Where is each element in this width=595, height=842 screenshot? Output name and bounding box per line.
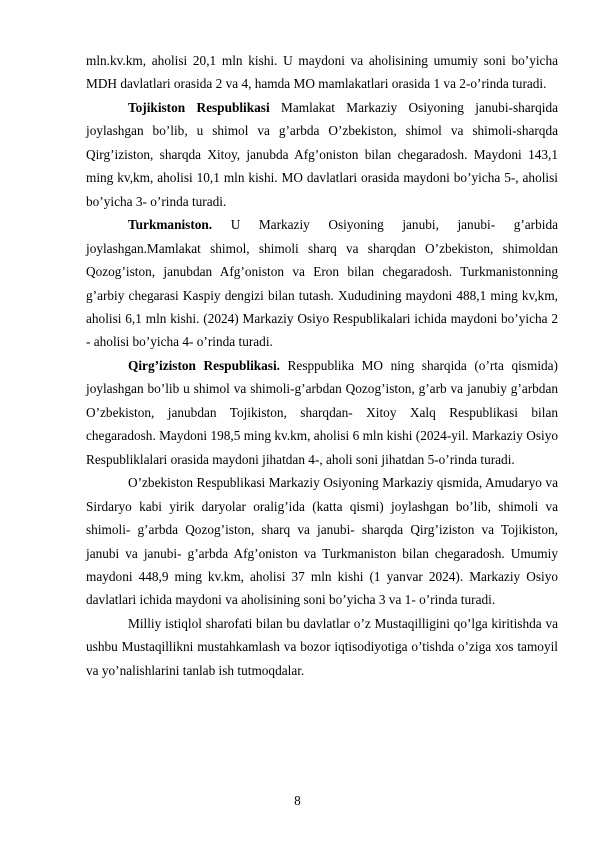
paragraph-text: Resppublika MO ning sharqida (o’rta qismida) joylashgan bo’lib u shimol va shimoli-g’arbdan Qozog’iston, g’arb va janubiy g’arbdan O’zbekiston, janubdan Tojikiston, sharqdan- Xitoy Xalq Respublikasi bilan chegaradosh. Maydoni 198,5 ming kv.km, aholisi 6 mln kishi (2024-yil. Markaziy Osiyo Respubliklalari orasida maydoni jihatdan 4-, aholi soni jihatdan 5-o’rinda turadi. — [86, 357, 558, 467]
paragraph-turkmenistan — [86, 213, 558, 354]
paragraph-uzbekistan — [86, 471, 558, 612]
paragraph-text: Mamlakat Markaziy Osiyoning janubi-sharqida joylashgan bo’lib, u shimol va g’arbda O’zbekiston, shimol va shimoli-sharqda Qirg’iziston, sharqda Xitoy, janubda Afg’oniston bilan chegaradosh. Maydoni 143,1 ming kv,km, aholisi 10,1 mln kishi. MO davlatlari orasida maydoni bo’yicha 5-, aholisi bo’yicha 3- o’rinda turadi. — [86, 99, 558, 209]
paragraph-kyrgyzstan — [86, 354, 558, 471]
paragraph-text: O’zbekiston Respublikasi Markaziy Osiyoning Markaziy qismida, Amudaryo va Sirdaryo kabi yirik daryolar oralig’ida (katta qismi) joylashgan bo’lib, shimoli va shimoli- g’arbda Qozog’iston, sharq va janubi- sharqda Qirg’iziston va Tojikiston, janubi va janubi- g’arbda Afg’oniston va Turkmaniston bilan chegaradosh. Umumiy maydoni 448,9 ming kv.km, aholisi 37 mln kishi (1 yanvar 2024). Markaziy Osiyo davlatlari ichida maydoni va aholisining soni bo’yicha 3 va 1- o’rinda turadi. — [86, 475, 558, 608]
body-text — [86, 49, 558, 682]
paragraph-independence — [86, 612, 558, 682]
paragraph-text: U Markaziy Osiyoning janubi, janubi- g’arbida joylashgan.Mamlakat shimol, shimoli sharq va sharqdan O’zbekiston, shimoldan Qozog’iston, janubdan Afg’oniston va Eron bilan chegaradosh. Turkmanistonning g’arbiy chegarasi Kaspiy dengizi bilan tutash. Xududining maydoni 488,1 ming kv,km, aholisi 6,1 mln kishi. (2024) Markaziy Osiyo Respublikalari ichida maydoni bo’yicha 2 - aholisi bo’yicha 4- o’rinda turadi. — [86, 217, 558, 350]
paragraph-heading: Qirg’iziston Respublikasi. — [128, 357, 280, 373]
paragraph-tajikistan — [86, 96, 558, 213]
page-number: 8 — [294, 793, 301, 808]
paragraph-uzbekistan-continued — [86, 49, 558, 96]
paragraph-heading: Turkmaniston. — [128, 217, 213, 233]
paragraph-text: Milliy istiqlol sharofati bilan bu davlatlar o’z Mustaqilligini qo’lga kiritishda va ushbu Mustaqillikni mustahkamlash va bozor iqtisodiyotiga o’tishda o’ziga xos tamoyil va yo’nalishlarini tanlab ish tutmoqdalar. — [86, 615, 558, 678]
paragraph-heading: Tojikiston Respublikasi — [128, 99, 270, 115]
paragraph-text: mln.kv.km, aholisi 20,1 mln kishi. U maydoni va aholisining umumiy soni bo’yicha MDH davlatlari orasida 2 va 4, hamda MO mamlakatlari orasida 1 va 2-o’rinda turadi. — [86, 53, 558, 92]
